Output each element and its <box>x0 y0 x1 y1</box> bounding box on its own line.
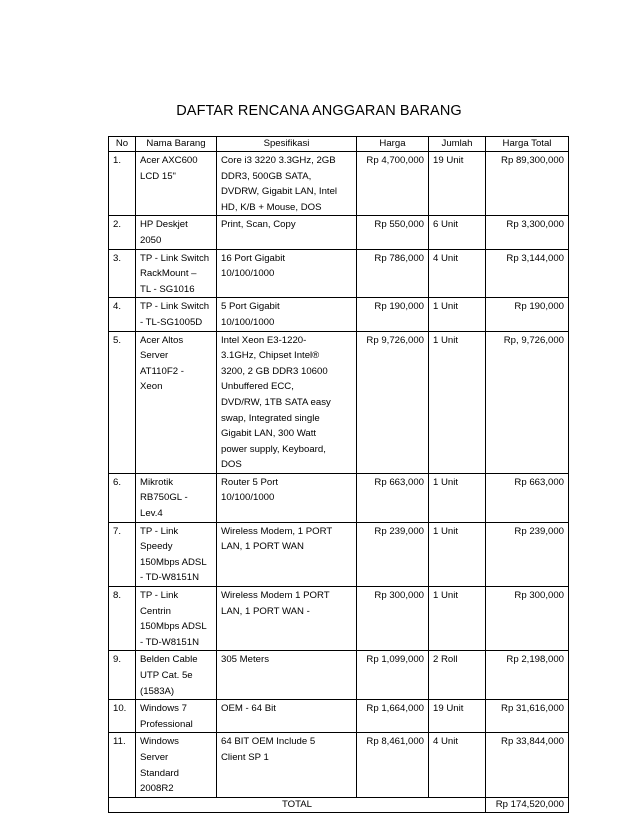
item-total-price: Rp 663,000 <box>486 473 569 522</box>
table-row <box>109 587 569 651</box>
item-price: Rp 239,000 <box>357 522 429 586</box>
item-price: Rp 9,726,000 <box>357 331 429 473</box>
item-specification: 5 Port Gigabit 10/100/1000 <box>217 298 357 331</box>
item-specification: 64 BIT OEM Include 5 Client SP 1 <box>217 733 357 797</box>
item-total-price: Rp, 9,726,000 <box>486 331 569 473</box>
item-name: Mikrotik RB750GL - Lev.4 <box>136 473 217 522</box>
header-specification: Spesifikasi <box>217 137 357 152</box>
total-label: TOTAL <box>109 797 486 812</box>
item-specification: Wireless Modem 1 PORT LAN, 1 PORT WAN - <box>217 587 357 651</box>
row-number: 1. <box>109 152 136 216</box>
item-total-price: Rp 239,000 <box>486 522 569 586</box>
item-name: HP Deskjet 2050 <box>136 216 217 249</box>
item-specification: Core i3 3220 3.3GHz, 2GB DDR3, 500GB SATA, DVDRW, Gigabit LAN, Intel HD, K/B + Mouse, DOS <box>217 152 357 216</box>
row-number: 7. <box>109 522 136 586</box>
header-item-name: Nama Barang <box>136 137 217 152</box>
item-quantity: 4 Unit <box>429 249 486 298</box>
budget-table <box>108 136 569 813</box>
table-row <box>109 152 569 216</box>
item-total-price: Rp 3,300,000 <box>486 216 569 249</box>
item-price: Rp 786,000 <box>357 249 429 298</box>
table-row <box>109 522 569 586</box>
item-quantity: 2 Roll <box>429 651 486 700</box>
item-quantity: 1 Unit <box>429 522 486 586</box>
table-row <box>109 216 569 249</box>
header-quantity: Jumlah <box>429 137 486 152</box>
item-total-price: Rp 89,300,000 <box>486 152 569 216</box>
row-number: 6. <box>109 473 136 522</box>
row-number: 5. <box>109 331 136 473</box>
item-price: Rp 190,000 <box>357 298 429 331</box>
table-row <box>109 298 569 331</box>
table-row <box>109 651 569 700</box>
item-price: Rp 8,461,000 <box>357 733 429 797</box>
item-price: Rp 550,000 <box>357 216 429 249</box>
item-quantity: 1 Unit <box>429 587 486 651</box>
item-name: TP - Link Switch - TL-SG1005D <box>136 298 217 331</box>
item-specification: Router 5 Port 10/100/1000 <box>217 473 357 522</box>
item-price: Rp 4,700,000 <box>357 152 429 216</box>
item-name: TP - Link Switch RackMount – TL - SG1016 <box>136 249 217 298</box>
table-row <box>109 331 569 473</box>
item-name: Belden Cable UTP Cat. 5e (1583A) <box>136 651 217 700</box>
table-header-row <box>109 137 569 152</box>
item-total-price: Rp 3,144,000 <box>486 249 569 298</box>
item-quantity: 19 Unit <box>429 700 486 733</box>
item-price: Rp 300,000 <box>357 587 429 651</box>
item-total-price: Rp 33,844,000 <box>486 733 569 797</box>
item-quantity: 1 Unit <box>429 331 486 473</box>
table-total-row <box>109 797 569 812</box>
item-quantity: 1 Unit <box>429 473 486 522</box>
item-specification: OEM - 64 Bit <box>217 700 357 733</box>
row-number: 3. <box>109 249 136 298</box>
item-specification: Wireless Modem, 1 PORT LAN, 1 PORT WAN <box>217 522 357 586</box>
header-total-price: Harga Total <box>486 137 569 152</box>
row-number: 8. <box>109 587 136 651</box>
item-quantity: 6 Unit <box>429 216 486 249</box>
table-row <box>109 473 569 522</box>
row-number: 9. <box>109 651 136 700</box>
item-specification: 16 Port Gigabit 10/100/1000 <box>217 249 357 298</box>
item-total-price: Rp 31,616,000 <box>486 700 569 733</box>
document-title: DAFTAR RENCANA ANGGARAN BARANG <box>176 103 462 119</box>
item-name: Windows 7 Professional <box>136 700 217 733</box>
item-name: Windows Server Standard 2008R2 <box>136 733 217 797</box>
item-specification: 305 Meters <box>217 651 357 700</box>
item-specification: Print, Scan, Copy <box>217 216 357 249</box>
table-body <box>109 152 569 798</box>
item-name: TP - Link Speedy 150Mbps ADSL - TD-W8151N <box>136 522 217 586</box>
item-quantity: 1 Unit <box>429 298 486 331</box>
item-quantity: 19 Unit <box>429 152 486 216</box>
table-row <box>109 733 569 797</box>
item-price: Rp 663,000 <box>357 473 429 522</box>
row-number: 4. <box>109 298 136 331</box>
total-value: Rp 174,520,000 <box>486 797 569 812</box>
item-price: Rp 1,664,000 <box>357 700 429 733</box>
item-total-price: Rp 2,198,000 <box>486 651 569 700</box>
item-price: Rp 1,099,000 <box>357 651 429 700</box>
row-number: 2. <box>109 216 136 249</box>
item-total-price: Rp 300,000 <box>486 587 569 651</box>
item-specification: Intel Xeon E3-1220- 3.1GHz, Chipset Intel® 3200, 2 GB DDR3 10600 Unbuffered ECC, DVD/RW, 1TB SATA easy swap, Integrated single Gigabit LAN, 300 Watt power supply, Keyboard, DOS <box>217 331 357 473</box>
item-name: Acer AXC600 LCD 15" <box>136 152 217 216</box>
header-price: Harga <box>357 137 429 152</box>
item-name: TP - Link Centrin 150Mbps ADSL - TD-W8151N <box>136 587 217 651</box>
row-number: 11. <box>109 733 136 797</box>
table-row <box>109 249 569 298</box>
header-no: No <box>109 137 136 152</box>
table-row <box>109 700 569 733</box>
row-number: 10. <box>109 700 136 733</box>
item-quantity: 4 Unit <box>429 733 486 797</box>
item-total-price: Rp 190,000 <box>486 298 569 331</box>
item-name: Acer Altos Server AT110F2 - Xeon <box>136 331 217 473</box>
